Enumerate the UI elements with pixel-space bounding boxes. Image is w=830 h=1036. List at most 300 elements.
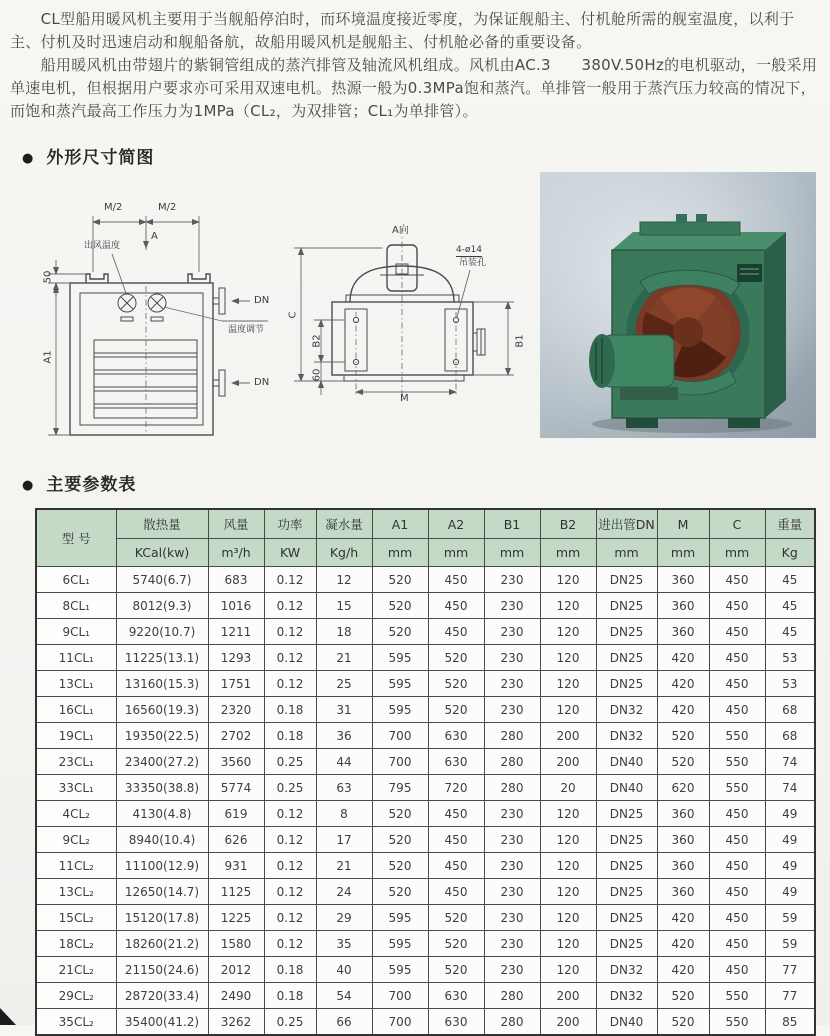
value-cell: 54 <box>316 983 372 1009</box>
column-header: 风量 <box>208 509 264 539</box>
value-cell: 11225(13.1) <box>116 645 208 671</box>
column-header: C <box>709 509 765 539</box>
params-table-wrap <box>35 508 816 1036</box>
model-cell: 11CL₁ <box>36 645 116 671</box>
value-cell: 700 <box>372 723 428 749</box>
value-cell: 0.12 <box>264 593 316 619</box>
value-cell: 520 <box>372 853 428 879</box>
value-cell: 230 <box>484 801 540 827</box>
value-cell: 2012 <box>208 957 264 983</box>
model-cell: 6CL₁ <box>36 567 116 593</box>
value-cell: 450 <box>428 619 484 645</box>
value-cell: 520 <box>372 879 428 905</box>
value-cell: 520 <box>372 593 428 619</box>
value-cell: 595 <box>372 671 428 697</box>
model-cell: 11CL₂ <box>36 853 116 879</box>
value-cell: 700 <box>372 983 428 1009</box>
table-row <box>36 957 815 983</box>
value-cell: 3262 <box>208 1009 264 1036</box>
marine-heater-photo <box>540 172 816 438</box>
intro-paragraph-1: CL型船用暖风机主要用于当舰船停泊时，而环境温度接近零度，为保证舰船主、付机舱所需的舰室温度，以利于主、付机及时迅速启动和舰船备航，故船用暖风机是舰船主、付机舱必备的重要设备。 <box>10 10 795 51</box>
model-cell: 13CL₂ <box>36 879 116 905</box>
value-cell: 120 <box>540 827 596 853</box>
temp-adjust-label: 温度调节 <box>228 325 265 335</box>
value-cell: 0.12 <box>264 645 316 671</box>
value-cell: 120 <box>540 853 596 879</box>
value-cell: 1211 <box>208 619 264 645</box>
table-row <box>36 853 815 879</box>
value-cell: DN25 <box>596 931 657 957</box>
value-cell: 230 <box>484 671 540 697</box>
value-cell: 1293 <box>208 645 264 671</box>
value-cell: 120 <box>540 801 596 827</box>
value-cell: 25 <box>316 671 372 697</box>
value-cell: 520 <box>372 801 428 827</box>
value-cell: 931 <box>208 853 264 879</box>
section-arrow-label: A <box>151 231 158 242</box>
value-cell: 9220(10.7) <box>116 619 208 645</box>
value-cell: 68 <box>765 697 815 723</box>
params-table-head <box>36 509 815 567</box>
value-cell: 120 <box>540 619 596 645</box>
column-unit: m³/h <box>208 539 264 567</box>
value-cell: 520 <box>428 645 484 671</box>
dim-b2: B2 <box>311 334 323 348</box>
value-cell: 11100(12.9) <box>116 853 208 879</box>
value-cell: 2320 <box>208 697 264 723</box>
value-cell: 619 <box>208 801 264 827</box>
bullet-icon: ● <box>22 478 35 493</box>
value-cell: DN40 <box>596 775 657 801</box>
value-cell: 53 <box>765 645 815 671</box>
value-cell: DN40 <box>596 749 657 775</box>
value-cell: 420 <box>657 645 709 671</box>
dim-m: M <box>400 393 409 404</box>
value-cell: 0.12 <box>264 931 316 957</box>
table-row <box>36 879 815 905</box>
column-header: A2 <box>428 509 484 539</box>
value-cell: 230 <box>484 957 540 983</box>
value-cell: 520 <box>372 827 428 853</box>
value-cell: 280 <box>484 1009 540 1036</box>
value-cell: 28720(33.4) <box>116 983 208 1009</box>
value-cell: 15 <box>316 593 372 619</box>
value-cell: DN32 <box>596 957 657 983</box>
column-unit: mm <box>596 539 657 567</box>
lifting-holes-label-2: 吊装孔 <box>459 258 487 268</box>
value-cell: 21 <box>316 853 372 879</box>
value-cell: 230 <box>484 827 540 853</box>
value-cell: 16560(19.3) <box>116 697 208 723</box>
value-cell: 450 <box>709 801 765 827</box>
table-row <box>36 723 815 749</box>
value-cell: 0.12 <box>264 671 316 697</box>
value-cell: 595 <box>372 931 428 957</box>
value-cell: 1125 <box>208 879 264 905</box>
value-cell: 520 <box>428 957 484 983</box>
value-cell: 200 <box>540 723 596 749</box>
value-cell: 49 <box>765 853 815 879</box>
column-unit: Kg/h <box>316 539 372 567</box>
value-cell: 520 <box>428 905 484 931</box>
value-cell: 77 <box>765 983 815 1009</box>
value-cell: 450 <box>709 619 765 645</box>
value-cell: 520 <box>372 567 428 593</box>
value-cell: 0.12 <box>264 853 316 879</box>
value-cell: 230 <box>484 905 540 931</box>
value-cell: 795 <box>372 775 428 801</box>
value-cell: 74 <box>765 775 815 801</box>
value-cell: 450 <box>709 931 765 957</box>
value-cell: 77 <box>765 957 815 983</box>
value-cell: 450 <box>709 593 765 619</box>
model-cell: 29CL₂ <box>36 983 116 1009</box>
value-cell: 450 <box>428 593 484 619</box>
value-cell: 420 <box>657 957 709 983</box>
model-cell: 35CL₂ <box>36 1009 116 1036</box>
product-photo <box>540 172 816 438</box>
value-cell: 1751 <box>208 671 264 697</box>
column-header: B1 <box>484 509 540 539</box>
value-cell: 3560 <box>208 749 264 775</box>
value-cell: 450 <box>709 697 765 723</box>
dim-m2-right: M/2 <box>158 202 177 213</box>
value-cell: 23400(27.2) <box>116 749 208 775</box>
column-header: 散热量 <box>116 509 208 539</box>
value-cell: 120 <box>540 905 596 931</box>
column-unit: mm <box>428 539 484 567</box>
value-cell: 230 <box>484 567 540 593</box>
value-cell: 20 <box>540 775 596 801</box>
value-cell: DN25 <box>596 593 657 619</box>
value-cell: 8012(9.3) <box>116 593 208 619</box>
params-table <box>35 508 816 1036</box>
value-cell: 1580 <box>208 931 264 957</box>
value-cell: 1016 <box>208 593 264 619</box>
value-cell: 0.25 <box>264 775 316 801</box>
value-cell: 420 <box>657 697 709 723</box>
value-cell: 13160(15.3) <box>116 671 208 697</box>
value-cell: 29 <box>316 905 372 931</box>
value-cell: 420 <box>657 905 709 931</box>
dim-50: 50 <box>42 270 54 284</box>
value-cell: 0.25 <box>264 1009 316 1036</box>
value-cell: 0.12 <box>264 827 316 853</box>
value-cell: 12 <box>316 567 372 593</box>
value-cell: 230 <box>484 879 540 905</box>
value-cell: 595 <box>372 697 428 723</box>
value-cell: 36 <box>316 723 372 749</box>
value-cell: 450 <box>709 905 765 931</box>
value-cell: 18260(21.2) <box>116 931 208 957</box>
value-cell: 450 <box>428 567 484 593</box>
value-cell: DN40 <box>596 1009 657 1036</box>
model-cell: 33CL₁ <box>36 775 116 801</box>
value-cell: 420 <box>657 671 709 697</box>
value-cell: 120 <box>540 593 596 619</box>
value-cell: DN25 <box>596 645 657 671</box>
value-cell: 19350(22.5) <box>116 723 208 749</box>
value-cell: 620 <box>657 775 709 801</box>
model-cell: 9CL₁ <box>36 619 116 645</box>
value-cell: 0.18 <box>264 957 316 983</box>
table-row <box>36 697 815 723</box>
value-cell: 45 <box>765 567 815 593</box>
value-cell: 200 <box>540 983 596 1009</box>
value-cell: 35 <box>316 931 372 957</box>
dn-label-top: DN <box>254 295 270 306</box>
table-row <box>36 801 815 827</box>
lifting-holes-label: 4-ø14 <box>456 245 482 255</box>
value-cell: 420 <box>657 931 709 957</box>
column-unit: KCal(kw) <box>116 539 208 567</box>
intro-paragraph-2: 船用暖风机由带翅片的紫铜管组成的蒸汽排管及轴流风机组成。风机由AC.3 380V.50Hz的电机驱动，一般采用单速电机，但根据用户要求亦可采用双速电机。热源一般为0.3MPa饱和蒸汽。单排管一般用于蒸汽压力较高的情况下，而饱和蒸汽最高工作压力为1MPa（CL₂，为双排管；CL₁为单排管）。 <box>10 56 818 120</box>
front-view-linework <box>36 190 292 440</box>
value-cell: 450 <box>709 827 765 853</box>
section-heading-outline <box>22 143 154 168</box>
value-cell: 17 <box>316 827 372 853</box>
value-cell: 8940(10.4) <box>116 827 208 853</box>
value-cell: 630 <box>428 983 484 1009</box>
dim-60: 60 <box>311 368 323 382</box>
model-cell: 19CL₁ <box>36 723 116 749</box>
value-cell: 450 <box>428 801 484 827</box>
value-cell: 4130(4.8) <box>116 801 208 827</box>
value-cell: 520 <box>428 931 484 957</box>
dim-b1: B1 <box>514 334 526 348</box>
value-cell: 450 <box>709 879 765 905</box>
value-cell: 520 <box>428 671 484 697</box>
value-cell: DN25 <box>596 853 657 879</box>
value-cell: 15120(17.8) <box>116 905 208 931</box>
value-cell: 360 <box>657 853 709 879</box>
value-cell: 120 <box>540 957 596 983</box>
value-cell: DN25 <box>596 801 657 827</box>
value-cell: 450 <box>709 645 765 671</box>
value-cell: 280 <box>484 983 540 1009</box>
value-cell: 683 <box>208 567 264 593</box>
column-header: 重量 <box>765 509 815 539</box>
value-cell: 53 <box>765 671 815 697</box>
value-cell: 0.18 <box>264 697 316 723</box>
table-row <box>36 931 815 957</box>
value-cell: 450 <box>709 957 765 983</box>
value-cell: 0.12 <box>264 801 316 827</box>
column-header: 凝水量 <box>316 509 372 539</box>
value-cell: 45 <box>765 593 815 619</box>
value-cell: 0.25 <box>264 749 316 775</box>
value-cell: 280 <box>484 749 540 775</box>
value-cell: 5774 <box>208 775 264 801</box>
value-cell: 595 <box>372 645 428 671</box>
value-cell: DN25 <box>596 827 657 853</box>
value-cell: 700 <box>372 1009 428 1036</box>
section-title: 外形尺寸简图 <box>46 148 155 168</box>
table-row <box>36 983 815 1009</box>
value-cell: 59 <box>765 931 815 957</box>
value-cell: 85 <box>765 1009 815 1036</box>
value-cell: 550 <box>709 983 765 1009</box>
section-title: 主要参数表 <box>46 475 137 495</box>
model-cell: 21CL₂ <box>36 957 116 983</box>
value-cell: 120 <box>540 879 596 905</box>
value-cell: 630 <box>428 749 484 775</box>
dn-label-bottom: DN <box>254 377 270 388</box>
model-cell: 23CL₁ <box>36 749 116 775</box>
model-cell: 15CL₂ <box>36 905 116 931</box>
value-cell: 0.12 <box>264 567 316 593</box>
value-cell: DN32 <box>596 697 657 723</box>
value-cell: 44 <box>316 749 372 775</box>
value-cell: 74 <box>765 749 815 775</box>
bullet-icon: ● <box>22 151 35 166</box>
value-cell: 626 <box>208 827 264 853</box>
value-cell: 360 <box>657 879 709 905</box>
value-cell: 360 <box>657 619 709 645</box>
table-row <box>36 671 815 697</box>
value-cell: 66 <box>316 1009 372 1036</box>
value-cell: 520 <box>428 697 484 723</box>
model-cell: 13CL₁ <box>36 671 116 697</box>
value-cell: 550 <box>709 775 765 801</box>
section-heading-params <box>22 470 136 495</box>
table-row <box>36 775 815 801</box>
value-cell: 12650(14.7) <box>116 879 208 905</box>
value-cell: 0.18 <box>264 723 316 749</box>
value-cell: 595 <box>372 905 428 931</box>
value-cell: 31 <box>316 697 372 723</box>
value-cell: 700 <box>372 749 428 775</box>
value-cell: 120 <box>540 645 596 671</box>
value-cell: 550 <box>709 1009 765 1036</box>
value-cell: DN25 <box>596 671 657 697</box>
value-cell: 49 <box>765 801 815 827</box>
value-cell: 520 <box>657 1009 709 1036</box>
table-row <box>36 567 815 593</box>
value-cell: 68 <box>765 723 815 749</box>
dim-m2-left: M/2 <box>104 202 123 213</box>
value-cell: 24 <box>316 879 372 905</box>
side-view-linework <box>288 190 538 440</box>
value-cell: 280 <box>484 723 540 749</box>
value-cell: 520 <box>657 723 709 749</box>
front-view-drawing <box>36 190 292 440</box>
value-cell: 720 <box>428 775 484 801</box>
column-unit: mm <box>709 539 765 567</box>
value-cell: 5740(6.7) <box>116 567 208 593</box>
value-cell: 520 <box>657 983 709 1009</box>
value-cell: 1225 <box>208 905 264 931</box>
value-cell: 45 <box>765 619 815 645</box>
column-unit: Kg <box>765 539 815 567</box>
a-view-label: A向 <box>392 225 409 236</box>
value-cell: 280 <box>484 775 540 801</box>
column-unit: mm <box>657 539 709 567</box>
column-unit: mm <box>540 539 596 567</box>
value-cell: 450 <box>428 827 484 853</box>
column-header: 功率 <box>264 509 316 539</box>
column-header: A1 <box>372 509 428 539</box>
value-cell: DN25 <box>596 905 657 931</box>
value-cell: 230 <box>484 697 540 723</box>
value-cell: 0.12 <box>264 619 316 645</box>
value-cell: 59 <box>765 905 815 931</box>
model-cell: 18CL₂ <box>36 931 116 957</box>
value-cell: 630 <box>428 723 484 749</box>
dim-a1: A1 <box>42 350 54 364</box>
value-cell: 35400(41.2) <box>116 1009 208 1036</box>
model-cell: 4CL₂ <box>36 801 116 827</box>
value-cell: 630 <box>428 1009 484 1036</box>
table-row <box>36 827 815 853</box>
value-cell: 8 <box>316 801 372 827</box>
value-cell: 360 <box>657 827 709 853</box>
value-cell: 450 <box>709 853 765 879</box>
column-unit: mm <box>484 539 540 567</box>
value-cell: 450 <box>709 567 765 593</box>
intro-text <box>10 8 822 123</box>
value-cell: 18 <box>316 619 372 645</box>
value-cell: DN32 <box>596 723 657 749</box>
value-cell: 2490 <box>208 983 264 1009</box>
model-column-header: 型 号 <box>36 509 116 567</box>
value-cell: 0.12 <box>264 879 316 905</box>
value-cell: DN25 <box>596 879 657 905</box>
table-row <box>36 1009 815 1036</box>
column-unit: KW <box>264 539 316 567</box>
table-row <box>36 645 815 671</box>
table-row <box>36 905 815 931</box>
value-cell: 450 <box>709 671 765 697</box>
value-cell: 230 <box>484 593 540 619</box>
scan-artifact <box>0 1005 16 1025</box>
value-cell: 21 <box>316 645 372 671</box>
table-row <box>36 593 815 619</box>
value-cell: 520 <box>372 619 428 645</box>
value-cell: 21150(24.6) <box>116 957 208 983</box>
value-cell: 230 <box>484 619 540 645</box>
value-cell: 120 <box>540 931 596 957</box>
table-row <box>36 619 815 645</box>
value-cell: 0.12 <box>264 905 316 931</box>
value-cell: 230 <box>484 931 540 957</box>
table-row <box>36 749 815 775</box>
value-cell: 49 <box>765 879 815 905</box>
value-cell: 360 <box>657 593 709 619</box>
value-cell: 595 <box>372 957 428 983</box>
column-unit: mm <box>372 539 428 567</box>
value-cell: 230 <box>484 853 540 879</box>
value-cell: 550 <box>709 749 765 775</box>
column-header: M <box>657 509 709 539</box>
value-cell: 520 <box>657 749 709 775</box>
column-header: 进出管DN <box>596 509 657 539</box>
params-table-body <box>36 567 815 1036</box>
dim-c: C <box>287 311 299 319</box>
value-cell: 450 <box>428 879 484 905</box>
value-cell: 120 <box>540 697 596 723</box>
model-cell: 9CL₂ <box>36 827 116 853</box>
value-cell: 120 <box>540 671 596 697</box>
value-cell: 120 <box>540 567 596 593</box>
column-header: B2 <box>540 509 596 539</box>
side-view-drawing <box>288 190 538 440</box>
value-cell: 200 <box>540 749 596 775</box>
model-cell: 16CL₁ <box>36 697 116 723</box>
value-cell: DN32 <box>596 983 657 1009</box>
value-cell: 360 <box>657 567 709 593</box>
value-cell: 40 <box>316 957 372 983</box>
